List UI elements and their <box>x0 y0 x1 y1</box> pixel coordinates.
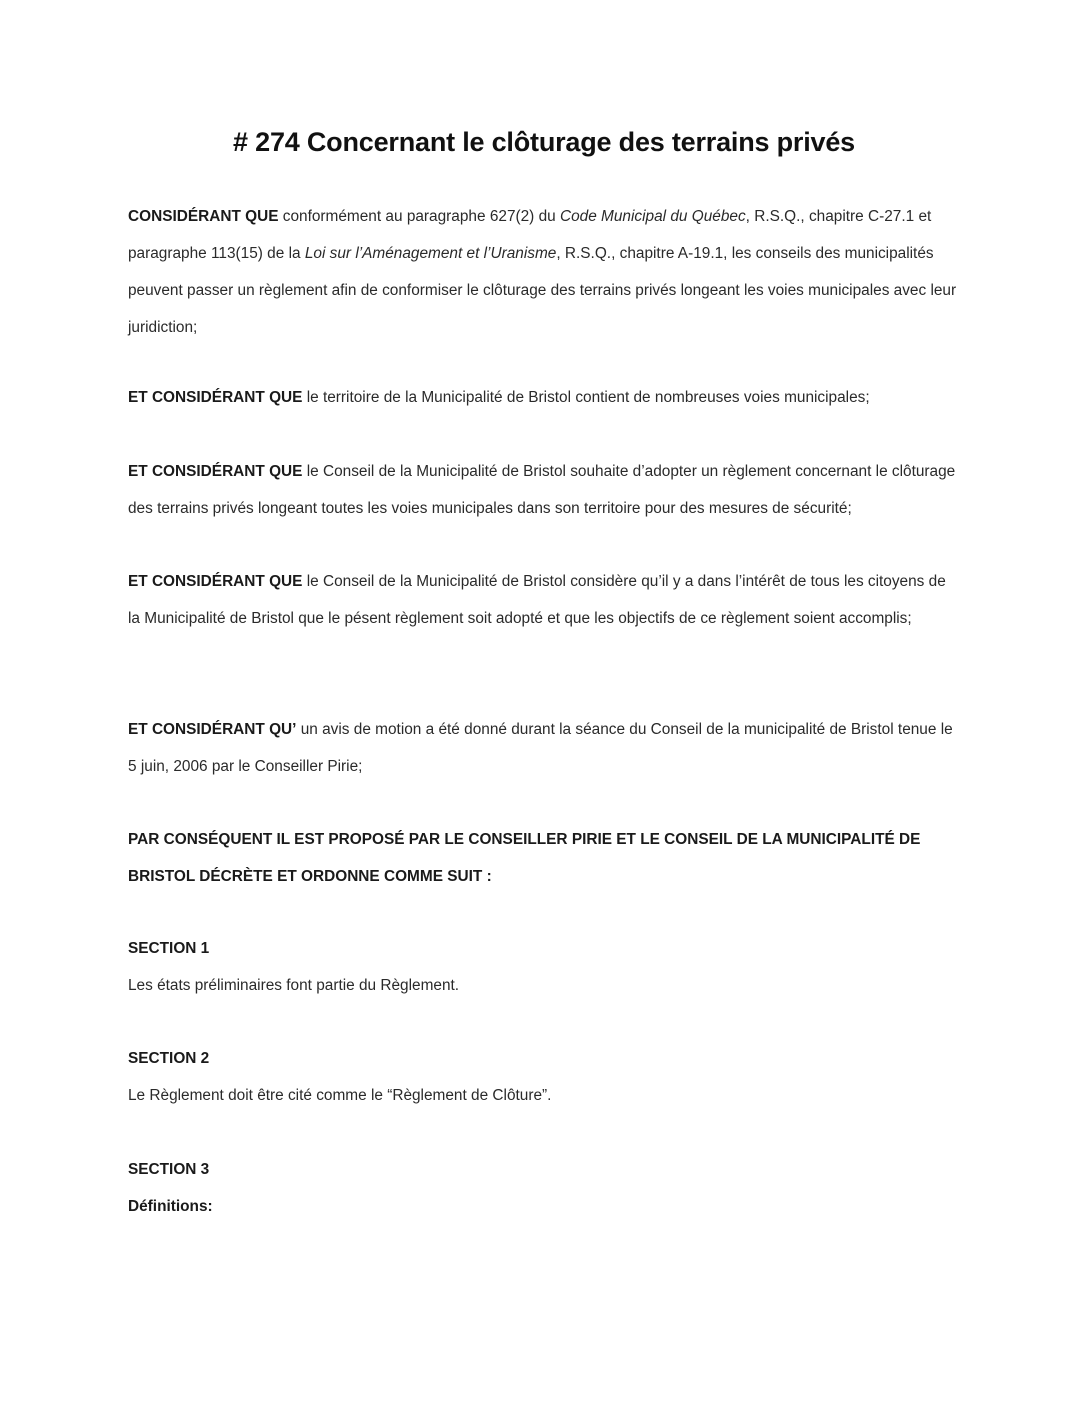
paragraph-text: le Conseil de la Municipalité de Bristol considère qu’il y a dans l’intérêt de tous les citoyens de la Municipalité de Bristol que le pésent règlement soit adopté et que les objectifs de ce règlement soient accomplis; <box>128 573 946 627</box>
section-1-heading: SECTION 1 <box>128 940 210 957</box>
paragraph-lead: CONSIDÉRANT QUE <box>128 208 279 225</box>
paragraph-text: un avis de motion a été donné durant la séance du Conseil de la municipalité de Bristol tenue le 5 juin, 2006 par le Conseiller Pirie; <box>128 721 953 775</box>
preamble-paragraph-1 <box>128 198 960 346</box>
preamble-paragraph-4 <box>128 563 960 637</box>
paragraph-lead: ET CONSIDÉRANT QUE <box>128 463 303 480</box>
paragraph-text: , R.S.Q., chapitre A-19.1, les conseils des municipalités peuvent passer un règlement afin de conformiser le clôturage des terrains privés longeant les voies municipales avec leur juridiction; <box>128 245 957 336</box>
paragraph-text: conformément au paragraphe 627(2) du <box>278 208 560 225</box>
section-2-text: Le Règlement doit être cité comme le “Règlement de Clôture”. <box>128 1087 552 1104</box>
paragraph-lead: ET CONSIDÉRANT QUE <box>128 573 303 590</box>
law-reference: Loi sur l’Aménagement et l’Uranisme <box>304 245 557 262</box>
preamble-paragraph-3 <box>128 453 960 527</box>
preamble-paragraph-5 <box>128 711 960 785</box>
paragraph-text: le territoire de la Municipalité de Bristol contient de nombreuses voies municipales; <box>302 389 870 406</box>
section-3-heading: SECTION 3 <box>128 1161 210 1178</box>
paragraph-lead: ET CONSIDÉRANT QU’ <box>128 721 297 738</box>
paragraph-text: le Conseil de la Municipalité de Bristol souhaite d’adopter un règlement concernant le clôturage des terrains privés longeant toutes les voies municipales dans son territoire pour des mesures de sécurité; <box>128 463 956 517</box>
code-reference: Code Municipal du Québec <box>559 208 746 225</box>
resolution-text: PAR CONSÉQUENT IL EST PROPOSÉ PAR LE CONSEILLER PIRIE ET LE CONSEIL DE LA MUNICIPALITÉ DE BRISTOL DÉCRÈTE ET ORDONNE COMME SUIT : <box>128 831 921 885</box>
section-2-heading: SECTION 2 <box>128 1050 210 1067</box>
paragraph-lead: ET CONSIDÉRANT QUE <box>128 389 303 406</box>
paragraph-text: , R.S.Q., chapitre C-27.1 et paragraphe 113(15) de la <box>128 208 932 262</box>
section-3-text: Définitions: <box>128 1198 213 1215</box>
preamble-paragraph-2 <box>128 379 960 416</box>
page-title: # 274 Concernant le clôturage des terrains privés <box>233 127 855 157</box>
section-1-text: Les états préliminaires font partie du Règlement. <box>128 977 460 994</box>
resolution-statement <box>128 821 960 895</box>
